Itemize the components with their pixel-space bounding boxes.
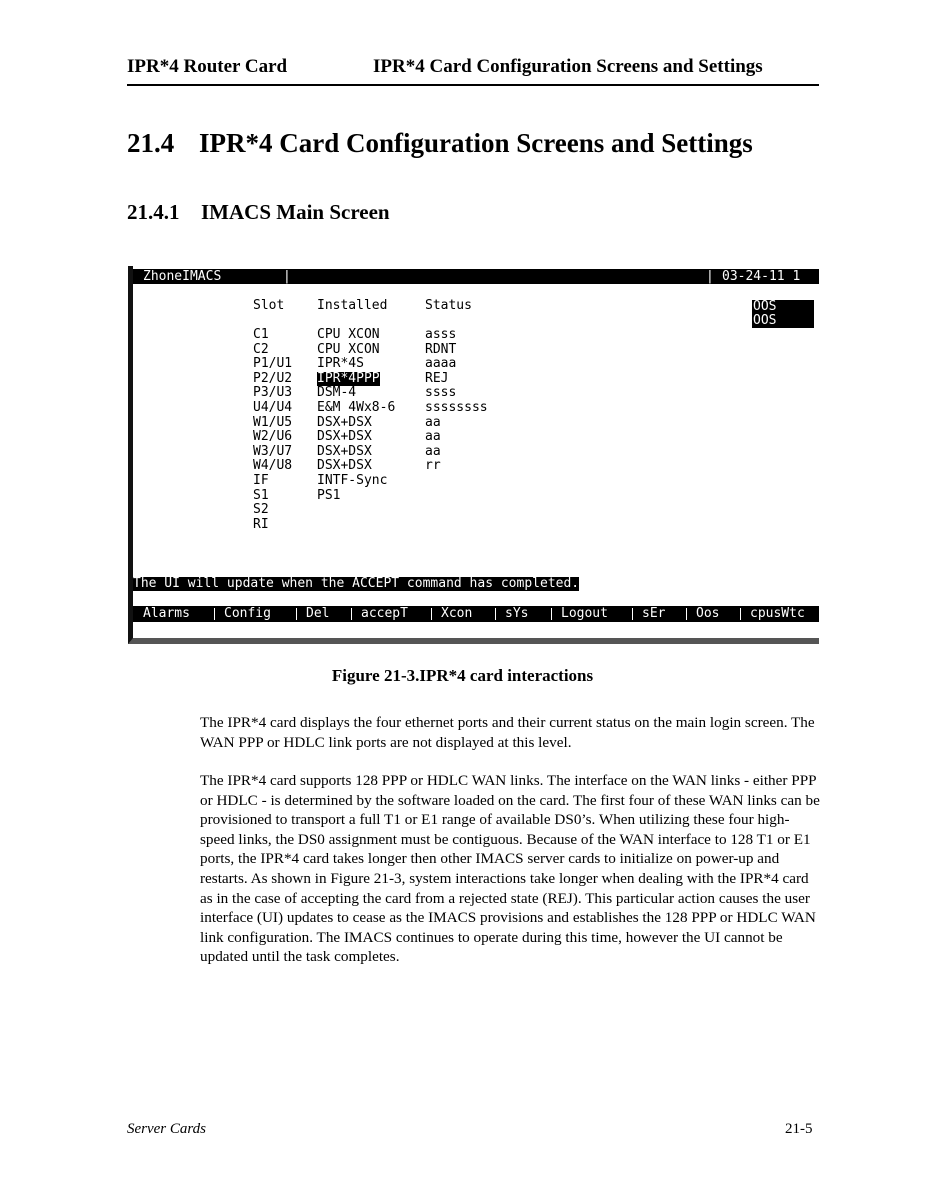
terminal-screenshot [128,266,819,644]
subsection-title: IMACS Main Screen [201,200,390,224]
slot-cell: S1 [253,488,269,503]
status-cell: aa [425,444,441,459]
command-separator [214,608,215,620]
slot-cell: W1/U5 [253,415,293,430]
column-header-installed: Installed [317,298,388,313]
command-logout[interactable]: Logout [561,606,608,621]
command-separator [551,608,552,620]
body-paragraph: The IPR*4 card supports 128 PPP or HDLC WAN links. The interface on the WAN links - either PPP or HDLC - is determined by the software loaded on the card. The first four of these WAN links can be provisioned to transport a full T1 or E1 range of available DS0’s. When utilizing these four high-speed links, the DS0 assignment must be contiguous. Because of the WAN interface to 128 T1 or E1 ports, the IPR*4 card takes longer then other IMACS server cards to initialize on power-up and restarts. As shown in Figure 21-3, system interactions take longer when dealing with the IPR*4 card as in the case of accepting the card from a rejected state (REJ). This particular action causes the user interface (UI) updates to cease as the IMACS provisions and establishes the 128 PPP or HDLC WAN link configuration. The IMACS continues to operate during this time, however the UI cannot be updated until the task completes. [200,772,820,966]
column-header-status: Status [425,298,472,313]
installed-cell: INTF-Sync [317,473,388,488]
title-separator-left: | [283,269,291,284]
installed-cell: DSM-4 [317,385,357,400]
status-message: The UI will update when the ACCEPT command has completed. [133,576,580,591]
running-header [127,56,819,86]
slot-cell: P3/U3 [253,385,293,400]
status-cell: aaaa [425,356,457,371]
command-sys[interactable]: sYs [505,606,529,621]
command-alarms[interactable]: Alarms [143,606,190,621]
command-del[interactable]: Del [306,606,330,621]
status-cell: RDNT [425,342,457,357]
status-cell: ssss [425,385,457,400]
installed-cell: DSX+DSX [317,444,372,459]
status-cell: aa [425,415,441,430]
section-title: IPR*4 Card Configuration Screens and Settings [199,128,753,158]
status-cell: aa [425,429,441,444]
command-separator [351,608,352,620]
command-separator [686,608,687,620]
status-cell: REJ [425,371,449,386]
command-separator [740,608,741,620]
oos-badge: OOS [752,300,814,314]
section-number: 21.4 [127,128,175,158]
subsection-heading [127,200,390,225]
footer-left: Server Cards [127,1121,207,1137]
installed-cell: DSX+DSX [317,429,372,444]
installed-cell: IPR*4PPP [317,371,380,386]
figure-caption: Figure 21-3.IPR*4 card interactions [331,666,594,685]
terminal-title-bar [133,269,819,284]
header-section-title: IPR*4 Card Configuration Screens and Settings [373,56,763,77]
status-cell: ssssssss [425,400,488,415]
header-chapter-title: IPR*4 Router Card [127,56,288,77]
oos-badge: OOS [752,314,814,328]
body-paragraph: The IPR*4 card displays the four ethernet ports and their current status on the main login screen. The WAN PPP or HDLC link ports are not displayed at this level. [200,714,815,751]
system-date: 03-24-11 1 [722,269,801,284]
section-heading [127,128,753,159]
command-separator [431,608,432,620]
column-header-slot: Slot [253,298,285,313]
installed-cell: CPU XCON [317,327,380,342]
installed-cell: CPU XCON [317,342,380,357]
slot-cell: P2/U2 [253,371,293,386]
slot-cell: U4/U4 [253,400,293,415]
command-separator [296,608,297,620]
command-oos[interactable]: Oos [696,606,720,621]
subsection-number: 21.4.1 [127,200,180,224]
page-number: 21-5 [785,1121,813,1137]
installed-cell: E&M 4Wx8-6 [317,400,396,415]
command-xcon[interactable]: Xcon [441,606,473,621]
command-separator [632,608,633,620]
slot-cell: W2/U6 [253,429,293,444]
command-separator [495,608,496,620]
slot-cell: W3/U7 [253,444,293,459]
slot-cell: C2 [253,342,269,357]
installed-cell: PS1 [317,488,341,503]
slot-cell: W4/U8 [253,458,293,473]
slot-cell: P1/U1 [253,356,293,371]
command-bar [133,606,819,622]
slot-cell: RI [253,517,269,532]
slot-cell: S2 [253,502,269,517]
slot-cell: IF [253,473,269,488]
title-separator-right: | [706,269,714,284]
status-cell: asss [425,327,457,342]
installed-cell: DSX+DSX [317,458,372,473]
installed-cell: DSX+DSX [317,415,372,430]
installed-cell: IPR*4S [317,356,364,371]
command-config[interactable]: Config [224,606,271,621]
status-cell: rr [425,458,441,473]
command-accept[interactable]: accepT [361,606,408,621]
system-name: ZhoneIMACS [143,269,222,284]
slot-cell: C1 [253,327,269,342]
command-cpuswtc[interactable]: cpusWtc [750,606,805,621]
command-ser[interactable]: sEr [642,606,666,621]
